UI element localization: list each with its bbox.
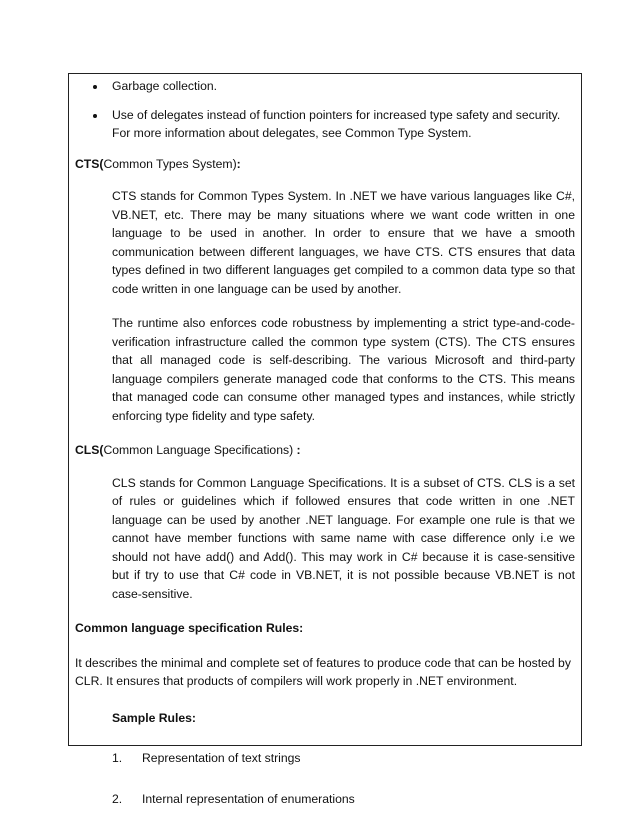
list-item-text: Representation of text strings [142, 751, 301, 765]
cls-rules-title: Common language specification Rules: [75, 621, 304, 635]
cls-paragraph-1: CLS stands for Common Language Specifications. It is a subset of CTS. CLS is a set of rules or guidelines which if followed ensures that code written in one .NET language can be used by another .NET language. For example one rule is that we cannot have member functions with same name with case difference only i.e we should not have add() and Add(). This may work in C# because it is case-sensitive but if try to use that C# code in VB.NET, it is not possible because VB.NET is not case-sensitive. [112, 475, 575, 601]
bullet-icon [93, 114, 97, 118]
feature-bullet-list [75, 77, 575, 143]
cls-heading-prefix: CLS( [75, 443, 104, 457]
cls-heading-suffix: : [293, 443, 301, 457]
bullet-text: Garbage collection. [112, 79, 218, 93]
cls-heading-body: Common Language Specifications) [103, 443, 294, 457]
list-item [112, 749, 575, 768]
list-item-number: 1. [112, 751, 123, 765]
list-item [75, 106, 575, 143]
cts-heading-prefix: CTS( [75, 156, 104, 171]
cts-paragraph-1: CTS stands for Common Types System. In .NET we have various languages like C#, VB.NET, etc. There may be many situations where we want code written in one language to be used in another. In order to ensure that we have a smooth communication between different languages, we have CTS. CTS ensures that data types defined in two different languages get compiled to a common data type so that code written in one language can be used by another. [112, 189, 575, 296]
cts-heading-suffix: : [236, 156, 241, 171]
cts-heading [75, 155, 575, 174]
cts-heading-body: Common Types System) [103, 156, 237, 171]
cls-heading [75, 441, 575, 460]
bullet-icon [93, 85, 97, 89]
cls-rules-description: It describes the minimal and complete set of features to produce code that can be hosted by CLR. It ensures that products of compilers will work properly in .NET environment. [75, 655, 571, 688]
list-item-number: 2. [112, 791, 123, 806]
bullet-text: Use of delegates instead of function pointers for increased type safety and security. For more information about delegates, see Common Type System. [112, 107, 561, 140]
list-item [112, 790, 575, 809]
document-content [75, 77, 575, 830]
cts-paragraph-2: The runtime also enforces code robustness by implementing a strict type-and-code-verification infrastructure called the common type system (CTS). The CTS ensures that all managed code is self-describing. The various Microsoft and third-party language compilers generate managed code that conforms to the CTS. This means that managed code can consume other managed types and instances, while strictly enforcing type fidelity and type safety. [112, 316, 575, 423]
list-item [75, 77, 575, 96]
sample-rules-title: Sample Rules: [112, 710, 196, 725]
list-item-text: Internal representation of enumerations [142, 791, 355, 806]
